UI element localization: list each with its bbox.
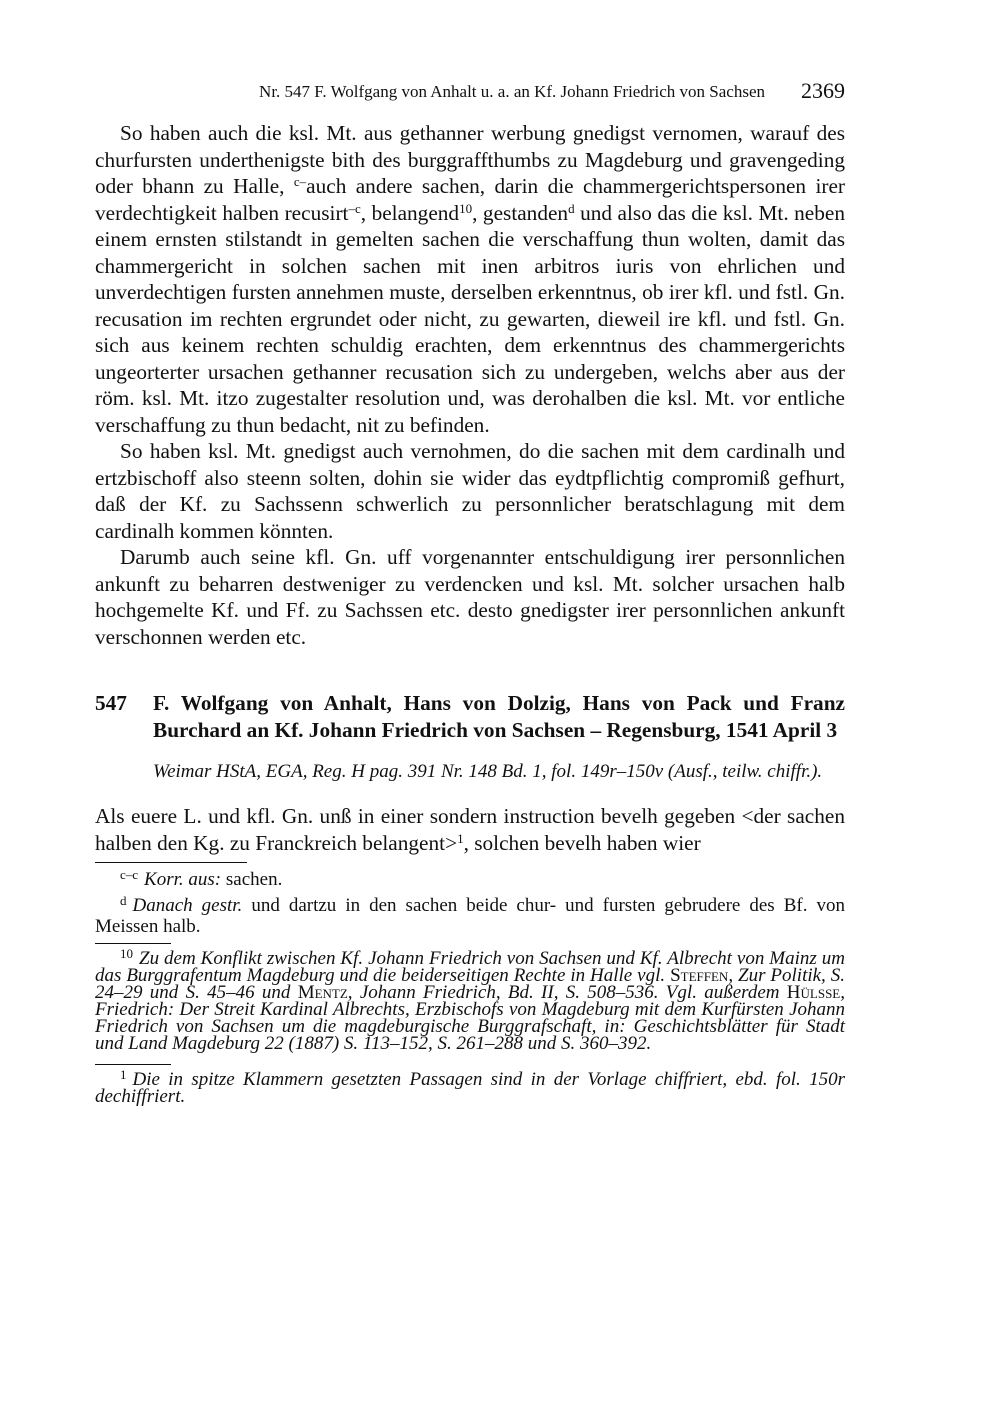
note-text: Zu dem Konflikt zwischen Kf. Johann Friedrich von Sachsen und Kf. Albrecht von Mainz um das Burggrafentum Magdeburg und die beiderseitigen Rechte in Halle vgl. [95,948,845,986]
running-title: Nr. 547 F. Wolfgang von Anhalt u. a. an Kf. Johann Friedrich von Sachsen [259,82,765,101]
note-text: , Johann Friedrich, Bd. II, S. 508–536. Vgl. außerdem [347,982,787,1003]
text-run: , belangend [360,200,460,225]
apparatus-divider [95,862,247,863]
page [95,78,845,1105]
footnote-divider [95,943,171,944]
footnote-10 [95,946,845,1054]
note-text: sachen. [221,869,283,890]
author-name: Steffen [670,965,729,986]
document-title: F. Wolfgang von Anhalt, Hans von Dolzig, Hans von Pack und Franz Burchard an Kf. Johann Friedrich von Sachsen – Regensburg, 1541 April 3 [153,691,845,742]
text-run: , solchen bevelh haben wier [463,830,701,855]
page-number: 2369 [801,78,845,103]
apparatus-mark: c– [293,174,307,189]
paragraph-1 [95,120,845,438]
paragraph-2: So haben ksl. Mt. gnedigst auch vernohmen, do die sachen mit dem cardinalh und ertzbischoff also steenn solten, dohin sie wider das eydtpflichtig compromiß gefhurt, daß der Kf. zu Sachssenn schwerlich zu personnlicher beratschlagung mit dem cardinalh kommen könnten. [95,439,845,543]
note-mark: 1 [120,1067,127,1082]
author-name: Hülsse [786,982,841,1003]
note-text: Die in spitze Klammern gesetzten Passagen sind in der Vorlage chiffriert, ebd. fol. 150r dechiffriert. [95,1069,845,1107]
footnote-paragraph [95,1067,845,1107]
letter-paragraph [95,803,845,856]
text-run: auch andere sachen, darin die chammergerichtspersonen irer verdechtigkeit halben recusirt [95,174,845,225]
text-run: Als euere L. und kfl. Gn. unß in einer sondern instruction bevelh gegeben <der sachen halben den Kg. zu Franckreich belangent> [95,804,845,855]
footnote-paragraph [95,946,845,1054]
text-apparatus [95,869,845,937]
running-header [95,78,845,112]
document-source: Weimar HStA, EGA, Reg. H pag. 391 Nr. 148 Bd. 1, fol. 149r–150v (Ausf., teilw. chiffr.). [153,761,823,782]
footnote-1 [95,1067,845,1107]
letter-text [95,803,845,856]
note-mark: d [120,893,127,908]
author-name: Mentz [297,982,348,1003]
note-label: Danach gestr. [132,895,243,916]
apparatus-note-cc [95,869,845,890]
footnote-ref: 1 [457,830,464,846]
text-run: , gestanden [472,200,569,225]
document-heading [95,690,845,743]
note-label: Korr. aus: [144,869,222,890]
note-mark: 10 [120,946,133,961]
note-text: , Zur Politik, S. 24–29 und S. 45–46 und [95,965,845,1003]
continued-text [95,120,845,650]
apparatus-mark: d [568,200,575,216]
apparatus-note-d [95,895,845,937]
apparatus-mark: –c [348,200,361,216]
document-number: 547 [95,691,127,715]
footnote-divider [95,1064,171,1065]
note-text: und dartzu in den sachen beide chur- und fursten gebrudere des Bf. von Meissen halb. [95,895,845,937]
note-text: , Friedrich: Der Streit Kardinal Albrechts, Erzbischofs von Magdeburg mit dem Kurfürsten Johann Friedrich von Sachsen um die magdeburgische Burggrafschaft, in: Geschichtsblätter für Stadt und Land Magdeburg 22 (1887) S. 113–152, S. 261–288 und S. 360–392. [95,982,845,1054]
paragraph-3: Darumb auch seine kfl. Gn. uff vorgenannter entschuldigung irer personnlichen ankunft zu beharren destweniger zu verdencken und ksl. Mt. solcher ursachen halb hochgemelte Kf. und Ff. zu Sachssen etc. desto gnedigster irer personnlichen ankunft verschonnen werden etc. [95,545,845,649]
note-mark: c–c [120,867,139,882]
text-run: So haben auch die ksl. Mt. aus gethanner werbung gnedigst vernomen, warauf des churfursten underthenigste bith des burggraffthumbs zu Magdeburg und gravengeding oder bhann zu Halle, [95,121,845,198]
text-run: und also das die ksl. Mt. neben einem ernsten stilstandt in gemelten sachen die verschaffung thun wolten, damit das chammergericht in solchen sachen mit inen arbitros iuris von ehrlichen und unverdechtigen fursten annehmen muste, derselben erkenntnus, ob irer kfl. und fstl. Gn. recusation im rechten ergrundet oder nicht, zu gewarten, dieweil ire kfl. und fstl. Gn. sich aus keinem rechten schuldig erachten, dem erkenntnus des chammergerichts ungeorterter ursachen gethanner recusation sich zu undergeben, welchs aber aus der röm. ksl. Mt. itzo zugestalter resolution und, was derohalben die ksl. Mt. vor entliche verschaffung zu thun bedacht, nit zu befinden. [95,200,845,437]
footnote-ref: 10 [459,200,473,216]
